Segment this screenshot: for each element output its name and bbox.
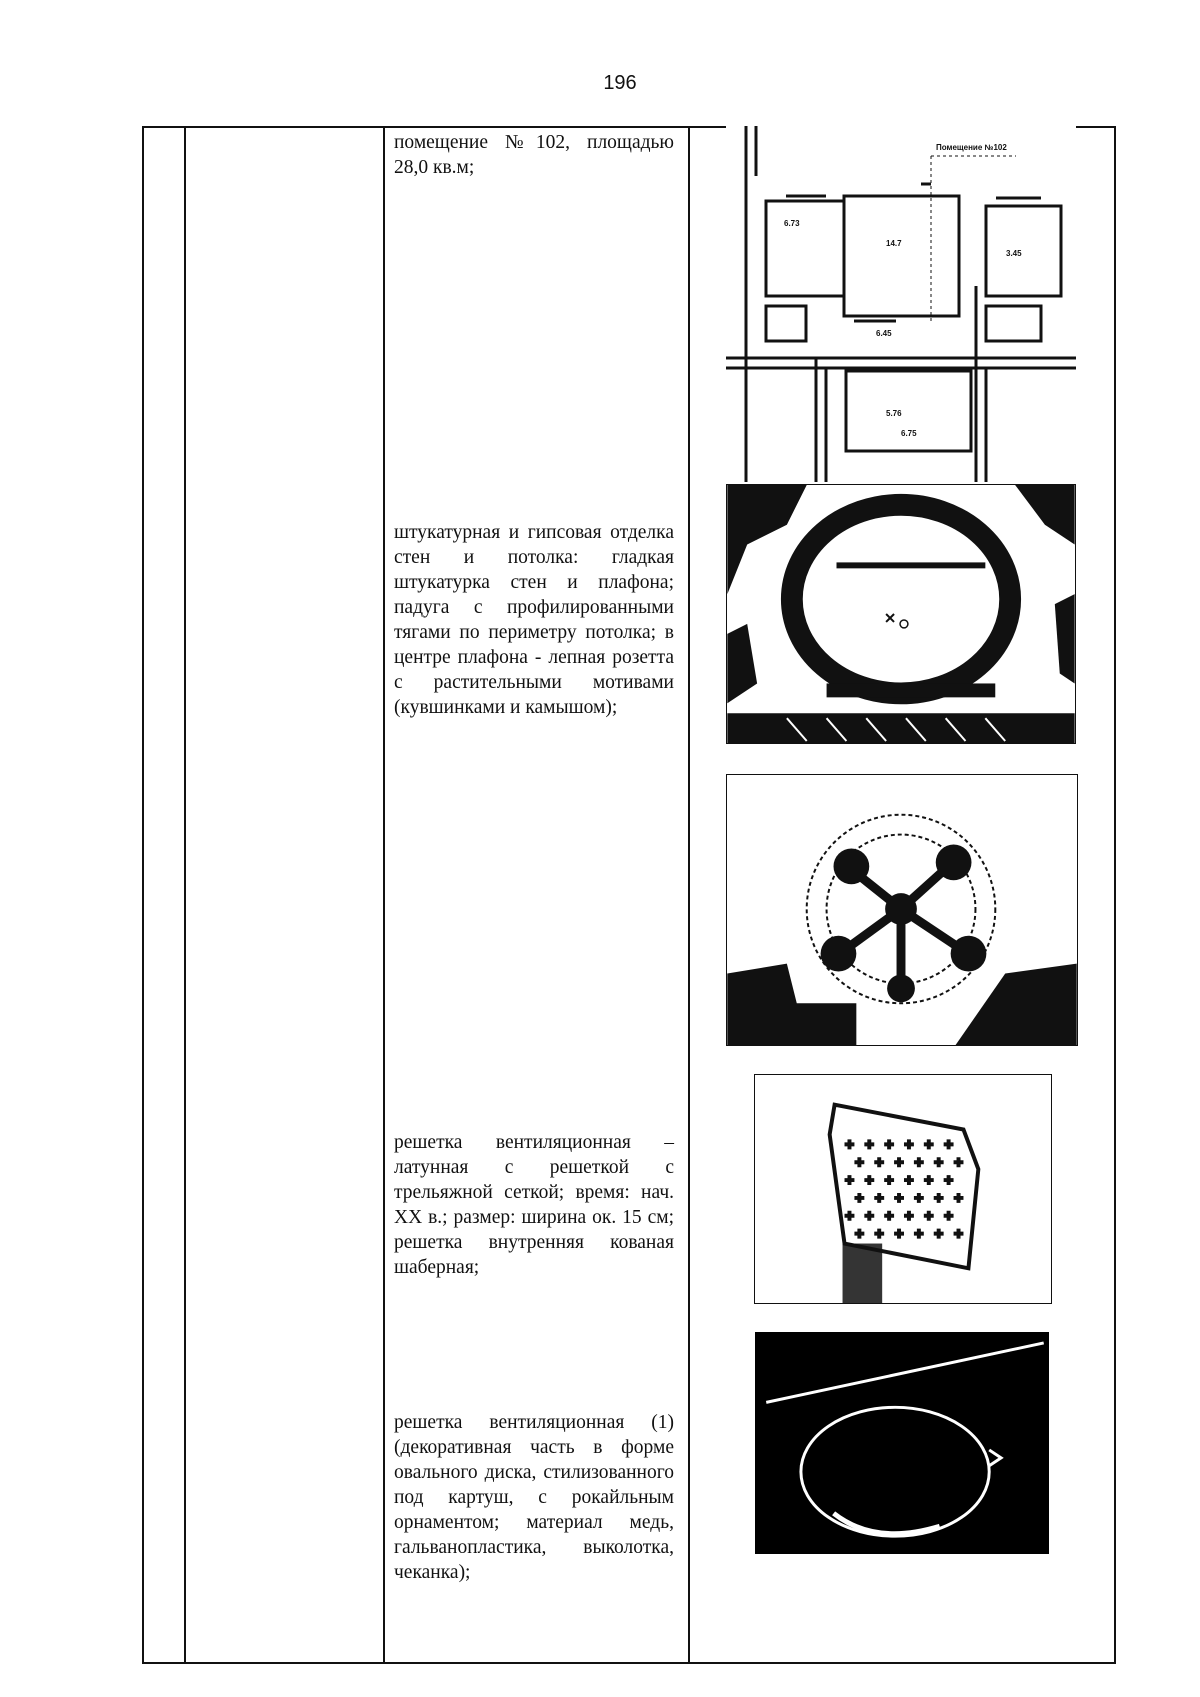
ceiling-photo-icon xyxy=(727,485,1075,743)
plan-label: 6.45 xyxy=(876,329,892,338)
lattice-grille-description: решетка вентиляционная – латунная с решеткой с трельяжной сеткой; время: нач. XX в.; размер: ширина ок. 15 см; решетка внутренняя кованая шаберная; xyxy=(394,1132,674,1278)
rosette-photo-icon xyxy=(727,775,1077,1045)
room-description: помещение №102, площадью 28,0 кв.м; xyxy=(394,132,674,178)
floor-plan-figure xyxy=(726,126,1076,482)
plan-label: 14.7 xyxy=(886,239,902,248)
lattice-grille-icon xyxy=(755,1075,1051,1303)
plaster-finish-description: штукатурная и гипсовая отделка стен и потолка: гладкая штукатурка стен и плафона; падуга с профилированными тягами по периметру потолка; в центре плафона - лепная розетта с растительными мотивами (кувшинками и камышом); xyxy=(394,522,674,718)
page-number: 196 xyxy=(603,72,637,94)
plan-label: 6.75 xyxy=(901,429,917,438)
plan-label: 3.45 xyxy=(1006,249,1022,258)
rosette-photo xyxy=(726,774,1078,1046)
floor-plan-icon xyxy=(726,126,1076,482)
column-divider xyxy=(688,128,690,1662)
ceiling-photo xyxy=(726,484,1076,744)
oval-grille-description: решетка вентиляционная (1) (декоративная часть в форме овального диска, стилизованного под картуш, с рокайльным орнаментом; материал медь, гальванопластика, выколотка, чеканка); xyxy=(394,1412,674,1583)
plan-label: 6.73 xyxy=(784,219,800,228)
plan-caption: Помещение №102 xyxy=(936,143,1007,152)
oval-grille-photo xyxy=(755,1332,1049,1554)
column-divider xyxy=(383,128,385,1662)
column-divider xyxy=(184,128,186,1662)
lattice-grille-photo xyxy=(754,1074,1052,1304)
oval-grille-icon xyxy=(756,1333,1048,1553)
plan-label: 5.76 xyxy=(886,409,902,418)
